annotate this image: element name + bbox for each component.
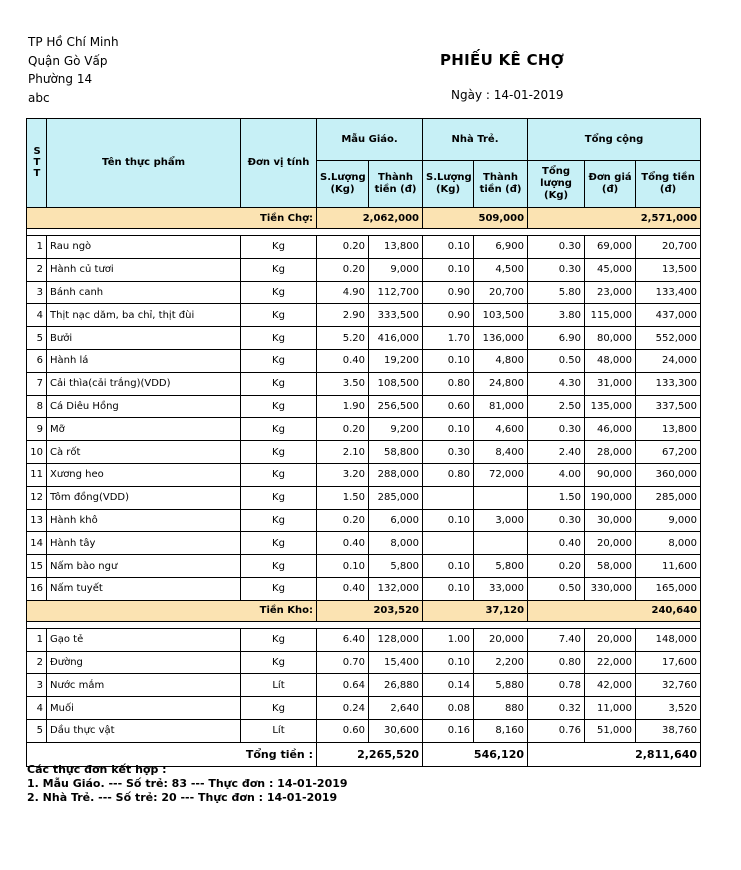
table-row: [27, 327, 701, 350]
row-nt-qty: 0.10: [423, 349, 474, 372]
row-nt-qty: 0.30: [423, 441, 474, 464]
row-price: 23,000: [585, 281, 636, 304]
row-price: 20,000: [585, 628, 636, 651]
row-mg-amount: 416,000: [369, 327, 423, 350]
row-stt: 6: [27, 349, 47, 372]
row-nt-qty: 0.10: [423, 651, 474, 674]
row-price: 330,000: [585, 577, 636, 600]
table-row: [27, 509, 701, 532]
row-total-qty: 0.30: [528, 236, 585, 259]
notes-heading: Các thực đơn kết hợp :: [27, 763, 167, 776]
storage-grand-subtotal: 240,640: [528, 600, 701, 621]
row-nt-amount: 33,000: [474, 577, 528, 600]
row-price: 48,000: [585, 349, 636, 372]
row-mg-amount: 285,000: [369, 486, 423, 509]
row-food-name: Nước mắm: [47, 674, 241, 697]
row-unit: Kg: [241, 258, 317, 281]
row-nt-qty: [423, 486, 474, 509]
row-mg-qty: 2.10: [317, 441, 369, 464]
col-unit: Đơn vị tính: [241, 119, 317, 208]
grand-total-label: Tổng tiền :: [27, 742, 317, 766]
row-total-qty: 2.50: [528, 395, 585, 418]
row-food-name: Thịt nạc dăm, ba chỉ, thịt đùi: [47, 304, 241, 327]
row-food-name: Bánh canh: [47, 281, 241, 304]
row-nt-amount: 5,800: [474, 555, 528, 578]
row-mg-qty: 4.90: [317, 281, 369, 304]
row-total-amount: 20,700: [636, 236, 701, 259]
row-total-amount: 552,000: [636, 327, 701, 350]
row-nt-qty: 0.90: [423, 304, 474, 327]
row-mg-qty: 0.70: [317, 651, 369, 674]
row-total-amount: 17,600: [636, 651, 701, 674]
row-total-qty: 7.40: [528, 628, 585, 651]
row-unit: Kg: [241, 532, 317, 555]
row-unit: Kg: [241, 555, 317, 578]
col-stt: S T T: [27, 119, 47, 208]
row-nt-amount: 2,200: [474, 651, 528, 674]
row-unit: Kg: [241, 395, 317, 418]
row-nt-amount: 880: [474, 697, 528, 720]
row-stt: 1: [27, 628, 47, 651]
row-stt: 1: [27, 236, 47, 259]
row-total-amount: 360,000: [636, 463, 701, 486]
row-total-qty: 2.40: [528, 441, 585, 464]
row-nt-qty: 0.60: [423, 395, 474, 418]
table-row: [27, 555, 701, 578]
row-food-name: Hành khô: [47, 509, 241, 532]
row-nt-qty: 0.10: [423, 555, 474, 578]
table-row: [27, 463, 701, 486]
col-food-name: Tên thực phẩm: [47, 119, 241, 208]
row-nt-qty: 0.10: [423, 577, 474, 600]
table-row: [27, 372, 701, 395]
storage-mg-subtotal: 203,520: [317, 600, 423, 621]
row-total-qty: 0.78: [528, 674, 585, 697]
row-price: 28,000: [585, 441, 636, 464]
row-nt-amount: 136,000: [474, 327, 528, 350]
row-price: 11,000: [585, 697, 636, 720]
grand-total-amount: 2,811,640: [528, 742, 701, 766]
row-mg-qty: 5.20: [317, 327, 369, 350]
row-nt-amount: 72,000: [474, 463, 528, 486]
row-total-qty: 4.00: [528, 463, 585, 486]
row-mg-amount: 30,600: [369, 719, 423, 742]
row-unit: Kg: [241, 441, 317, 464]
row-food-name: Cá Diêu Hồng: [47, 395, 241, 418]
row-food-name: Xương heo: [47, 463, 241, 486]
row-stt: 9: [27, 418, 47, 441]
row-nt-amount: 8,160: [474, 719, 528, 742]
table-row: [27, 628, 701, 651]
row-stt: 11: [27, 463, 47, 486]
row-food-name: Tôm đồng(VDD): [47, 486, 241, 509]
row-price: 51,000: [585, 719, 636, 742]
row-price: 69,000: [585, 236, 636, 259]
row-total-amount: 13,800: [636, 418, 701, 441]
row-mg-amount: 19,200: [369, 349, 423, 372]
row-stt: 10: [27, 441, 47, 464]
row-nt-amount: 4,600: [474, 418, 528, 441]
market-subtotal-label: Tiền Chợ:: [27, 208, 317, 229]
row-mg-amount: 128,000: [369, 628, 423, 651]
row-unit: Kg: [241, 577, 317, 600]
ward-label: Phường 14: [28, 72, 93, 86]
row-total-qty: 0.50: [528, 577, 585, 600]
notes-line-2: 2. Nhà Trẻ. --- Số trẻ: 20 --- Thực đơn : 14-01-2019: [27, 791, 338, 804]
row-mg-qty: 6.40: [317, 628, 369, 651]
row-stt: 2: [27, 258, 47, 281]
row-nt-qty: 0.08: [423, 697, 474, 720]
row-food-name: Hành lá: [47, 349, 241, 372]
row-stt: 5: [27, 719, 47, 742]
row-mg-amount: 15,400: [369, 651, 423, 674]
row-food-name: Hành củ tươi: [47, 258, 241, 281]
row-unit: Lít: [241, 719, 317, 742]
row-nt-amount: 24,800: [474, 372, 528, 395]
row-unit: Kg: [241, 372, 317, 395]
row-total-qty: 0.30: [528, 418, 585, 441]
row-unit: Kg: [241, 509, 317, 532]
row-nt-qty: 0.10: [423, 418, 474, 441]
row-total-amount: 32,760: [636, 674, 701, 697]
row-nt-amount: [474, 486, 528, 509]
row-mg-amount: 13,800: [369, 236, 423, 259]
row-stt: 4: [27, 697, 47, 720]
row-mg-qty: 0.40: [317, 532, 369, 555]
table-row: [27, 236, 701, 259]
market-list-table: [26, 118, 701, 767]
row-total-amount: 9,000: [636, 509, 701, 532]
table-row: [27, 719, 701, 742]
row-nt-qty: 0.16: [423, 719, 474, 742]
row-stt: 15: [27, 555, 47, 578]
row-mg-amount: 288,000: [369, 463, 423, 486]
row-total-qty: 3.80: [528, 304, 585, 327]
row-stt: 2: [27, 651, 47, 674]
row-price: 58,000: [585, 555, 636, 578]
row-stt: 3: [27, 674, 47, 697]
row-total-qty: 0.20: [528, 555, 585, 578]
row-price: 135,000: [585, 395, 636, 418]
storage-subtotal-label: Tiền Kho:: [27, 600, 317, 621]
row-price: 22,000: [585, 651, 636, 674]
row-total-qty: 0.40: [528, 532, 585, 555]
row-unit: Lít: [241, 674, 317, 697]
row-unit: Kg: [241, 418, 317, 441]
row-total-qty: 4.30: [528, 372, 585, 395]
row-mg-qty: 2.90: [317, 304, 369, 327]
row-unit: Kg: [241, 236, 317, 259]
spacer-row: [27, 621, 701, 628]
row-unit: Kg: [241, 628, 317, 651]
col-mg-amount: Thành tiền (đ): [369, 161, 423, 208]
row-stt: 14: [27, 532, 47, 555]
row-stt: 4: [27, 304, 47, 327]
row-food-name: Bưởi: [47, 327, 241, 350]
row-mg-qty: 0.40: [317, 577, 369, 600]
row-food-name: Nấm tuyết: [47, 577, 241, 600]
combined-menus-notes: [27, 763, 348, 805]
row-unit: Kg: [241, 486, 317, 509]
table-row: [27, 349, 701, 372]
market-grand-subtotal: 2,571,000: [528, 208, 701, 229]
row-nt-amount: [474, 532, 528, 555]
row-mg-qty: 0.24: [317, 697, 369, 720]
table-row: [27, 258, 701, 281]
row-total-amount: 8,000: [636, 532, 701, 555]
document-date: Ngày : 14-01-2019: [451, 88, 564, 102]
row-price: 115,000: [585, 304, 636, 327]
row-mg-amount: 256,500: [369, 395, 423, 418]
row-total-qty: 0.32: [528, 697, 585, 720]
row-mg-amount: 6,000: [369, 509, 423, 532]
row-food-name: Đường: [47, 651, 241, 674]
row-total-amount: 165,000: [636, 577, 701, 600]
row-total-qty: 1.50: [528, 486, 585, 509]
row-food-name: Cải thìa(cải trắng)(VDD): [47, 372, 241, 395]
row-price: 90,000: [585, 463, 636, 486]
row-nt-amount: 3,000: [474, 509, 528, 532]
row-total-amount: 285,000: [636, 486, 701, 509]
organization-block: [28, 33, 119, 107]
row-mg-qty: 1.90: [317, 395, 369, 418]
row-food-name: Nấm bào ngư: [47, 555, 241, 578]
market-subtotal-row: [27, 208, 701, 229]
row-nt-amount: 6,900: [474, 236, 528, 259]
row-total-qty: 0.50: [528, 349, 585, 372]
table-row: [27, 304, 701, 327]
row-stt: 3: [27, 281, 47, 304]
table-row: [27, 674, 701, 697]
row-nt-amount: 20,700: [474, 281, 528, 304]
storage-nt-subtotal: 37,120: [423, 600, 528, 621]
table-row: [27, 281, 701, 304]
row-nt-qty: 0.14: [423, 674, 474, 697]
row-total-amount: 38,760: [636, 719, 701, 742]
row-price: 31,000: [585, 372, 636, 395]
row-unit: Kg: [241, 651, 317, 674]
table-row: [27, 577, 701, 600]
row-nt-amount: 103,500: [474, 304, 528, 327]
row-unit: Kg: [241, 281, 317, 304]
row-nt-amount: 4,500: [474, 258, 528, 281]
col-total-qty: Tổng lượng (Kg): [528, 161, 585, 208]
row-nt-amount: 4,800: [474, 349, 528, 372]
row-nt-amount: 81,000: [474, 395, 528, 418]
row-total-qty: 0.30: [528, 509, 585, 532]
row-food-name: Cà rốt: [47, 441, 241, 464]
row-food-name: Hành tây: [47, 532, 241, 555]
row-food-name: Muối: [47, 697, 241, 720]
row-stt: 12: [27, 486, 47, 509]
row-food-name: Mỡ: [47, 418, 241, 441]
col-group-tong-cong: Tổng cộng: [528, 119, 701, 161]
row-mg-amount: 2,640: [369, 697, 423, 720]
row-price: 45,000: [585, 258, 636, 281]
row-total-qty: 6.90: [528, 327, 585, 350]
city-label: TP Hồ Chí Minh: [28, 35, 119, 49]
row-total-qty: 0.30: [528, 258, 585, 281]
row-mg-amount: 58,800: [369, 441, 423, 464]
row-mg-qty: 0.20: [317, 258, 369, 281]
table-row: [27, 651, 701, 674]
row-mg-amount: 108,500: [369, 372, 423, 395]
row-total-amount: 24,000: [636, 349, 701, 372]
row-total-amount: 133,400: [636, 281, 701, 304]
table-row: [27, 697, 701, 720]
row-unit: Kg: [241, 349, 317, 372]
unit-label: abc: [28, 90, 50, 105]
row-mg-qty: 3.50: [317, 372, 369, 395]
row-unit: Kg: [241, 697, 317, 720]
row-mg-qty: 0.10: [317, 555, 369, 578]
col-price: Đơn giá (đ): [585, 161, 636, 208]
row-total-amount: 148,000: [636, 628, 701, 651]
row-total-qty: 0.76: [528, 719, 585, 742]
row-nt-amount: 5,880: [474, 674, 528, 697]
row-mg-qty: 0.60: [317, 719, 369, 742]
row-mg-amount: 9,200: [369, 418, 423, 441]
row-nt-qty: 0.80: [423, 372, 474, 395]
row-price: 80,000: [585, 327, 636, 350]
row-nt-qty: [423, 532, 474, 555]
row-mg-amount: 333,500: [369, 304, 423, 327]
col-group-mau-giao: Mẫu Giáo.: [317, 119, 423, 161]
row-stt: 5: [27, 327, 47, 350]
district-label: Quận Gò Vấp: [28, 53, 108, 68]
row-nt-qty: 0.80: [423, 463, 474, 486]
page-title: PHIẾU KÊ CHỢ: [440, 51, 565, 69]
row-total-qty: 0.80: [528, 651, 585, 674]
row-price: 46,000: [585, 418, 636, 441]
row-total-amount: 11,600: [636, 555, 701, 578]
row-nt-qty: 1.70: [423, 327, 474, 350]
col-total-amount: Tổng tiền (đ): [636, 161, 701, 208]
row-food-name: Gạo tẻ: [47, 628, 241, 651]
row-unit: Kg: [241, 304, 317, 327]
market-mg-subtotal: 2,062,000: [317, 208, 423, 229]
row-food-name: Rau ngò: [47, 236, 241, 259]
row-total-amount: 3,520: [636, 697, 701, 720]
col-mg-qty: S.Lượng (Kg): [317, 161, 369, 208]
table-row: [27, 441, 701, 464]
row-stt: 16: [27, 577, 47, 600]
row-total-qty: 5.80: [528, 281, 585, 304]
row-price: 20,000: [585, 532, 636, 555]
row-mg-amount: 9,000: [369, 258, 423, 281]
row-stt: 7: [27, 372, 47, 395]
row-mg-qty: 3.20: [317, 463, 369, 486]
row-total-amount: 337,500: [636, 395, 701, 418]
row-mg-amount: 132,000: [369, 577, 423, 600]
row-nt-amount: 8,400: [474, 441, 528, 464]
row-price: 42,000: [585, 674, 636, 697]
row-nt-qty: 0.10: [423, 509, 474, 532]
row-total-amount: 13,500: [636, 258, 701, 281]
table-row: [27, 418, 701, 441]
col-nt-amount: Thành tiền (đ): [474, 161, 528, 208]
row-mg-amount: 8,000: [369, 532, 423, 555]
row-price: 30,000: [585, 509, 636, 532]
row-nt-qty: 0.90: [423, 281, 474, 304]
row-mg-qty: 1.50: [317, 486, 369, 509]
grand-nt-total: 546,120: [423, 742, 528, 766]
row-mg-amount: 112,700: [369, 281, 423, 304]
row-nt-qty: 0.10: [423, 258, 474, 281]
row-mg-qty: 0.64: [317, 674, 369, 697]
col-nt-qty: S.Lượng (Kg): [423, 161, 474, 208]
row-mg-qty: 0.20: [317, 418, 369, 441]
row-mg-qty: 0.40: [317, 349, 369, 372]
row-total-amount: 67,200: [636, 441, 701, 464]
market-nt-subtotal: 509,000: [423, 208, 528, 229]
row-mg-amount: 26,880: [369, 674, 423, 697]
notes-line-1: 1. Mẫu Giáo. --- Số trẻ: 83 --- Thực đơn : 14-01-2019: [27, 777, 348, 790]
row-unit: Kg: [241, 463, 317, 486]
row-stt: 13: [27, 509, 47, 532]
row-nt-qty: 1.00: [423, 628, 474, 651]
table-row: [27, 486, 701, 509]
row-stt: 8: [27, 395, 47, 418]
row-total-amount: 133,300: [636, 372, 701, 395]
row-food-name: Dầu thực vật: [47, 719, 241, 742]
row-nt-amount: 20,000: [474, 628, 528, 651]
col-group-nha-tre: Nhà Trẻ.: [423, 119, 528, 161]
table-row: [27, 532, 701, 555]
row-nt-qty: 0.10: [423, 236, 474, 259]
storage-subtotal-row: [27, 600, 701, 621]
row-unit: Kg: [241, 327, 317, 350]
grand-mg-total: 2,265,520: [317, 742, 423, 766]
row-mg-qty: 0.20: [317, 236, 369, 259]
table-row: [27, 395, 701, 418]
row-price: 190,000: [585, 486, 636, 509]
row-total-amount: 437,000: [636, 304, 701, 327]
row-mg-amount: 5,800: [369, 555, 423, 578]
row-mg-qty: 0.20: [317, 509, 369, 532]
spacer-row: [27, 229, 701, 236]
